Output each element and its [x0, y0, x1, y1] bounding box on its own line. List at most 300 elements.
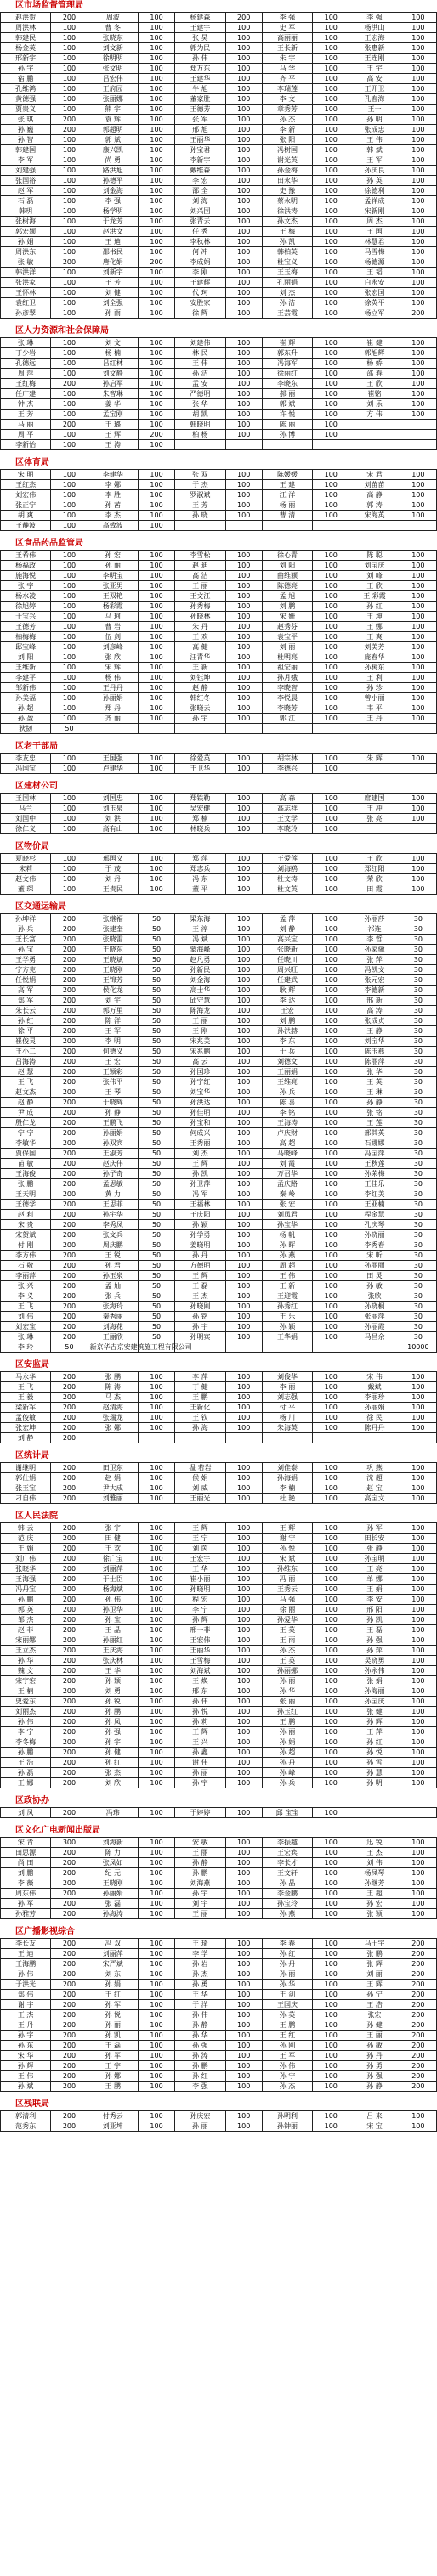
table-row: [1, 1748, 437, 1758]
amount-cell: 100: [313, 1858, 349, 1868]
donor-name-cell: 侯化龙: [88, 986, 138, 996]
table-row: [1, 1615, 437, 1625]
donor-name-cell: 王 英: [349, 1077, 400, 1087]
amount-cell: 100: [51, 54, 88, 64]
donor-name-cell: 孟庆路: [262, 1179, 312, 1189]
section-gap: [0, 1818, 437, 1825]
amount-cell: 100: [225, 227, 262, 237]
amount-cell: 100: [138, 186, 174, 196]
donor-name-cell: 孙 鹏: [88, 1707, 138, 1717]
amount-cell: 100: [313, 1423, 349, 1433]
amount-cell: 100: [225, 804, 262, 814]
donor-name-cell: 王颖彩: [88, 1067, 138, 1077]
amount-cell: 100: [313, 2031, 349, 2041]
amount-cell: 100: [313, 1494, 349, 1504]
donor-name-cell: [262, 724, 312, 734]
amount-cell: 50: [138, 1200, 174, 1210]
amount-cell: 100: [51, 440, 88, 450]
amount-cell: 100: [225, 1413, 262, 1423]
donor-name-cell: 郭万里: [88, 1006, 138, 1016]
table-row: [1, 2071, 437, 2082]
amount-cell: 100: [313, 1595, 349, 1605]
amount-cell: 100: [313, 1251, 349, 1261]
donor-name-cell: 刘亚坤: [88, 2121, 138, 2132]
amount-cell: 30: [400, 1302, 436, 1312]
donor-name-cell: 孟俊敏: [1, 1413, 51, 1423]
amount-cell: 50: [138, 1261, 174, 1271]
amount-cell: 30: [400, 1210, 436, 1220]
table-row: [1, 1037, 437, 1047]
table-row: [1, 1210, 437, 1220]
table-row: [1, 945, 437, 955]
table-row: [1, 935, 437, 945]
donor-name-cell: 孙 鹏: [175, 1868, 225, 1878]
amount-cell: 30: [400, 955, 436, 965]
amount-cell: 100: [225, 1554, 262, 1564]
donor-name-cell: 张国裕: [1, 176, 51, 186]
section-gap: [0, 1504, 437, 1511]
donor-name-cell: 宋严斌: [88, 1959, 138, 1969]
amount-cell: 100: [51, 622, 88, 632]
donor-name-cell: 王 丹: [1, 2020, 51, 2031]
donor-name-cell: 郭旭辉: [349, 348, 400, 359]
donor-name-cell: 孟 安: [175, 379, 225, 389]
amount-cell: 200: [138, 430, 174, 440]
donor-name-cell: 刘 杰: [175, 1149, 225, 1159]
donor-name-cell: 张 宏: [262, 1200, 312, 1210]
amount-cell: 200: [51, 1635, 88, 1646]
amount-cell: 200: [51, 1858, 88, 1868]
donor-name-cell: 孙 伟: [1, 1717, 51, 1727]
amount-cell: 100: [138, 135, 174, 145]
amount-cell: 100: [51, 399, 88, 410]
amount-cell: 200: [51, 1778, 88, 1788]
donor-name-cell: 王 辉: [175, 1523, 225, 1534]
amount-cell: 100: [225, 186, 262, 196]
amount-cell: 200: [51, 1808, 88, 1818]
amount-cell: 100: [313, 2010, 349, 2020]
table-row: [1, 2020, 437, 2031]
amount-cell: 100: [225, 74, 262, 84]
donor-name-cell: 谢光英: [262, 155, 312, 166]
amount-cell: 200: [400, 2020, 436, 2031]
amount-cell: 30: [400, 1189, 436, 1200]
amount-cell: 100: [400, 186, 436, 196]
amount-cell: 100: [51, 632, 88, 642]
table-row: [1, 105, 437, 115]
donor-name-cell: 李 楠: [262, 1483, 312, 1494]
donor-name-cell: 王 军: [349, 155, 400, 166]
donor-name-cell: 王 刚: [175, 1026, 225, 1037]
donor-name-cell: 马永华: [1, 1372, 51, 1382]
donor-name-cell: 刘金海: [175, 975, 225, 986]
donor-name-cell: 张 兵: [88, 1291, 138, 1302]
donor-name-cell: 李秀春: [349, 1240, 400, 1251]
amount-cell: 100: [138, 389, 174, 399]
donor-name-cell: 张 琳: [1, 338, 51, 348]
donor-name-cell: 王 辉: [349, 1980, 400, 1990]
amount-cell: 100: [51, 714, 88, 724]
donation-table: [0, 337, 437, 450]
amount-cell: 100: [51, 186, 88, 196]
amount-cell: 100: [313, 1949, 349, 1959]
donor-name-cell: 张 琳: [1, 1332, 51, 1342]
amount-cell: 200: [51, 1595, 88, 1605]
donor-name-cell: 张宏: [349, 2010, 400, 2020]
amount-cell: 30: [400, 1271, 436, 1281]
donor-name-cell: 于洪光: [1, 1980, 51, 1990]
donation-table: [0, 1807, 437, 1818]
amount-cell: 200: [51, 1909, 88, 1919]
amount-cell: 100: [313, 1047, 349, 1057]
section-title: 区市场监督管理局: [15, 1, 83, 10]
amount-cell: 10000: [400, 1342, 436, 1353]
donor-name-cell: 石 磊: [1, 196, 51, 206]
amount-cell: 100: [313, 227, 349, 237]
table-row: [1, 1189, 437, 1200]
donor-name-cell: 李晓东: [262, 379, 312, 389]
donor-name-cell: 刘彦峰: [88, 642, 138, 652]
amount-cell: 30: [400, 1261, 436, 1271]
donor-name-cell: 李 刚: [175, 268, 225, 278]
donor-name-cell: 刘宝庆: [349, 561, 400, 571]
donor-name-cell: 刘志强: [262, 1393, 312, 1403]
amount-cell: 200: [51, 1118, 88, 1128]
table-row: [1, 854, 437, 864]
donor-name-cell: 刘 东: [88, 1969, 138, 1980]
table-row: [1, 268, 437, 278]
amount-cell: 100: [313, 1413, 349, 1423]
amount-cell: 100: [225, 470, 262, 480]
amount-cell: 300: [51, 1838, 88, 1848]
amount-cell: 100: [225, 1393, 262, 1403]
donor-name-cell: 李建平: [1, 673, 51, 683]
table-row: [1, 1057, 437, 1067]
donor-name-cell: 张 亮: [349, 814, 400, 824]
amount-cell: 200: [51, 1026, 88, 1037]
donor-name-cell: 李冬梅: [1, 1737, 51, 1748]
amount-cell: 100: [225, 115, 262, 125]
amount-cell: 200: [51, 1077, 88, 1087]
amount-cell: 100: [225, 2071, 262, 2082]
amount-cell: 100: [225, 1423, 262, 1433]
donor-name-cell: 王学勇: [1, 955, 51, 965]
donor-name-cell: 孙维东: [262, 1564, 312, 1574]
amount-cell: 200: [51, 1433, 88, 1443]
amount-cell: 100: [313, 814, 349, 824]
donor-name-cell: 李 军: [1, 155, 51, 166]
donor-name-cell: 蒙海峰: [175, 945, 225, 955]
amount-cell: 30: [400, 1240, 436, 1251]
donor-name-cell: 田卫东: [88, 1463, 138, 1473]
amount-cell: 100: [400, 1909, 436, 1919]
amount-cell: 100: [400, 642, 436, 652]
donor-name-cell: 杨 娇: [349, 359, 400, 369]
amount-cell: 100: [313, 1676, 349, 1686]
table-row: [1, 1717, 437, 1727]
donor-name-cell: 王 琴: [88, 1087, 138, 1098]
amount-cell: 100: [400, 884, 436, 895]
amount-cell: 100: [138, 1554, 174, 1564]
amount-cell: 100: [313, 1189, 349, 1200]
amount-cell: 30: [400, 1159, 436, 1169]
donor-name-cell: 王 辉: [175, 1727, 225, 1737]
amount-cell: 100: [225, 420, 262, 430]
amount-cell: 30: [400, 986, 436, 996]
amount-cell: 100: [225, 288, 262, 298]
amount-cell: 100: [225, 814, 262, 824]
donor-name-cell: 张 鹏: [1, 1179, 51, 1189]
donor-name-cell: 张 杰: [88, 1768, 138, 1778]
donor-name-cell: 孙 英: [349, 176, 400, 186]
amount-cell: 100: [313, 1118, 349, 1128]
donor-name-cell: 宋兆美: [175, 1037, 225, 1047]
donor-name-cell: 孙彦翠: [1, 308, 51, 319]
donor-name-cell: 王鹏飞: [88, 1118, 138, 1128]
amount-cell: 100: [313, 166, 349, 176]
amount-cell: 100: [225, 955, 262, 965]
donor-name-cell: 杜文英: [262, 884, 312, 895]
amount-cell: 100: [138, 1868, 174, 1878]
amount-cell: 200: [400, 2061, 436, 2071]
table-row: [1, 1169, 437, 1179]
amount-cell: 100: [225, 1574, 262, 1585]
amount-cell: 100: [313, 1067, 349, 1077]
amount-cell: 200: [400, 2082, 436, 2092]
donor-name-cell: 郑志兵: [175, 864, 225, 874]
amount-cell: 30: [400, 1067, 436, 1077]
donor-name-cell: 孙 健: [88, 1748, 138, 1758]
donor-name-cell: 刘佳泰: [262, 1463, 312, 1473]
amount-cell: 100: [400, 217, 436, 227]
donor-name-cell: 杨福政: [1, 561, 51, 571]
donor-name-cell: 孙洪达: [175, 1098, 225, 1108]
donor-name-cell: 韩建民: [1, 33, 51, 43]
donor-name-cell: 孙 强: [175, 2041, 225, 2051]
donor-name-cell: 陈 丽: [262, 420, 312, 430]
amount-cell: 100: [138, 288, 174, 298]
amount-cell: 30: [400, 975, 436, 986]
amount-cell: 100: [400, 1523, 436, 1534]
donor-name-cell: 孙宝庆: [349, 1697, 400, 1707]
amount-cell: 100: [138, 1748, 174, 1758]
amount-cell: 50: [138, 1037, 174, 1047]
table-row: [1, 1433, 437, 1443]
donor-name-cell: 徐爱英: [175, 754, 225, 764]
amount-cell: 100: [313, 1108, 349, 1118]
donor-name-cell: 徐德利: [349, 186, 400, 196]
table-row: [1, 2121, 437, 2132]
table-row: [1, 1098, 437, 1108]
amount-cell: 100: [313, 1990, 349, 2000]
donor-name-cell: 汪青华: [175, 652, 225, 663]
amount-cell: 100: [400, 278, 436, 288]
amount-cell: 50: [138, 1057, 174, 1067]
amount-cell: 100: [138, 1605, 174, 1615]
table-row: [1, 1949, 437, 1959]
donor-name-cell: 孙晓明: [175, 1585, 225, 1595]
donor-name-cell: 刘凤君: [262, 1210, 312, 1220]
amount-cell: 100: [138, 1534, 174, 1544]
amount-cell: 100: [313, 1585, 349, 1595]
donor-name-cell: 王 雨: [262, 1635, 312, 1646]
donor-name-cell: 杜明亮: [262, 652, 312, 663]
amount-cell: 100: [225, 1372, 262, 1382]
amount-cell: 100: [313, 2051, 349, 2061]
amount-cell: 100: [400, 64, 436, 74]
section-title: 区广播影视综合: [15, 1927, 75, 1936]
amount-cell: 100: [138, 1615, 174, 1625]
amount-cell: 100: [313, 1523, 349, 1534]
donor-name-cell: 孙 悦: [349, 1748, 400, 1758]
donor-name-cell: 刘 文: [88, 338, 138, 348]
donor-name-cell: 贾保国: [1, 1149, 51, 1159]
donor-name-cell: 徐丽红: [262, 369, 312, 379]
table-row: [1, 278, 437, 288]
donor-name-cell: 赵洪贺: [1, 13, 51, 23]
donor-name-cell: [88, 1433, 138, 1443]
amount-cell: 200: [51, 13, 88, 23]
donor-name-cell: 张 娜: [88, 1423, 138, 1433]
table-row: [1, 1939, 437, 1949]
donor-name-cell: 孟 萍: [262, 914, 312, 924]
amount-cell: 100: [138, 480, 174, 490]
amount-cell: 100: [225, 703, 262, 714]
donor-name-cell: 郭 江: [262, 714, 312, 724]
donor-name-cell: 孙 颖: [88, 1676, 138, 1686]
amount-cell: 100: [138, 145, 174, 155]
donor-name-cell: 沈 超: [349, 1473, 400, 1483]
amount-cell: 100: [313, 673, 349, 683]
donor-name-cell: 王维亮: [262, 1077, 312, 1087]
donation-table: [0, 753, 437, 774]
table-row: [1, 1077, 437, 1087]
amount-cell: 100: [51, 683, 88, 693]
amount-cell: 200: [51, 420, 88, 430]
section: [0, 1359, 437, 1450]
amount-cell: 100: [225, 257, 262, 268]
donor-name-cell: 孙荣梅: [349, 1169, 400, 1179]
donor-name-cell: 王海强: [1, 1574, 51, 1585]
table-row: [1, 622, 437, 632]
donor-name-cell: 刘德文: [262, 1057, 312, 1067]
amount-cell: 100: [51, 217, 88, 227]
table-row: [1, 1868, 437, 1878]
amount-cell: 200: [51, 1128, 88, 1138]
table-row: [1, 521, 437, 531]
donor-name-cell: 徐仁义: [1, 824, 51, 834]
table-row: [1, 13, 437, 23]
amount-cell: 100: [51, 369, 88, 379]
donor-name-cell: 孔维鸿: [1, 84, 51, 94]
amount-cell: 100: [313, 1564, 349, 1574]
amount-cell: 100: [225, 1544, 262, 1554]
amount-cell: 100: [138, 1574, 174, 1585]
amount-cell: 100: [225, 581, 262, 591]
amount-cell: 100: [400, 1686, 436, 1697]
table-row: [1, 1878, 437, 1889]
donor-name-cell: 李长才: [262, 1858, 312, 1868]
amount-cell: 100: [400, 166, 436, 176]
amount-cell: 100: [313, 308, 349, 319]
amount-cell: 100: [400, 1564, 436, 1574]
amount-cell: 200: [51, 2041, 88, 2051]
donor-name-cell: 邹新伟: [1, 683, 51, 693]
amount-cell: 100: [400, 1878, 436, 1889]
donor-name-cell: [262, 1433, 312, 1443]
amount-cell: 30: [400, 935, 436, 945]
amount-cell: 100: [225, 23, 262, 33]
donor-name-cell: 韩建国: [1, 145, 51, 155]
amount-cell: 50: [51, 1342, 88, 1353]
table-row: [1, 1838, 437, 1848]
donor-name-cell: 张 宇: [1, 581, 51, 591]
donor-name-cell: 刘 海: [175, 196, 225, 206]
donor-name-cell: 孙 雨: [88, 308, 138, 319]
donor-name-cell: 孙 雪: [349, 1758, 400, 1768]
donor-name-cell: 孙洪赫: [262, 1026, 312, 1037]
amount-cell: 100: [313, 824, 349, 834]
donor-name-cell: 邢 新: [349, 996, 400, 1006]
donor-name-cell: 周洪林: [1, 23, 51, 33]
amount-cell: 100: [225, 2000, 262, 2010]
amount-cell: 100: [400, 581, 436, 591]
section-gap: [0, 1788, 437, 1795]
amount-cell: 100: [51, 298, 88, 308]
amount-cell: 100: [138, 683, 174, 693]
donor-name-cell: 孙 峰: [262, 1768, 312, 1778]
table-row: [1, 1959, 437, 1969]
amount-cell: 200: [51, 2020, 88, 2031]
amount-cell: 100: [400, 13, 436, 23]
table-row: [1, 1372, 437, 1382]
donor-name-cell: 李敏华: [1, 1138, 51, 1149]
donor-name-cell: 王 芳: [88, 278, 138, 288]
amount-cell: 100: [225, 1909, 262, 1919]
amount-cell: 100: [313, 764, 349, 774]
donor-name-cell: 宋 昕: [349, 1251, 400, 1261]
amount-cell: 100: [225, 673, 262, 683]
amount-cell: 100: [313, 1312, 349, 1322]
amount-cell: 100: [225, 1302, 262, 1312]
donor-name-cell: 韩洪洋: [1, 268, 51, 278]
table-row: [1, 1574, 437, 1585]
table-row: [1, 115, 437, 125]
amount-cell: 100: [313, 1959, 349, 1969]
amount-cell: 200: [51, 1564, 88, 1574]
donor-name-cell: 柏 杨: [175, 430, 225, 440]
donor-name-cell: 高 超: [262, 1138, 312, 1149]
donor-name-cell: 代 珂: [175, 288, 225, 298]
donor-name-cell: 王 兴: [175, 1737, 225, 1748]
amount-cell: 100: [138, 2121, 174, 2132]
donor-name-cell: 赵 娟: [88, 1473, 138, 1483]
table-row: [1, 1302, 437, 1312]
amount-cell: 30: [400, 1128, 436, 1138]
donor-name-cell: 张青云: [175, 217, 225, 227]
donor-name-cell: 孙家骥: [349, 945, 400, 955]
donor-name-cell: 徐 辉: [175, 308, 225, 319]
amount-cell: 100: [138, 632, 174, 642]
amount-cell: 100: [138, 268, 174, 278]
donor-name-cell: 陈海龙: [175, 1006, 225, 1016]
donor-name-cell: 陈 力: [88, 1848, 138, 1858]
donor-name-cell: 王 宇: [349, 64, 400, 74]
amount-cell: 100: [313, 551, 349, 561]
donor-name-cell: 郭 涛: [349, 500, 400, 511]
donor-name-cell: 孙宝和: [175, 1118, 225, 1128]
amount-cell: 200: [400, 1969, 436, 1980]
